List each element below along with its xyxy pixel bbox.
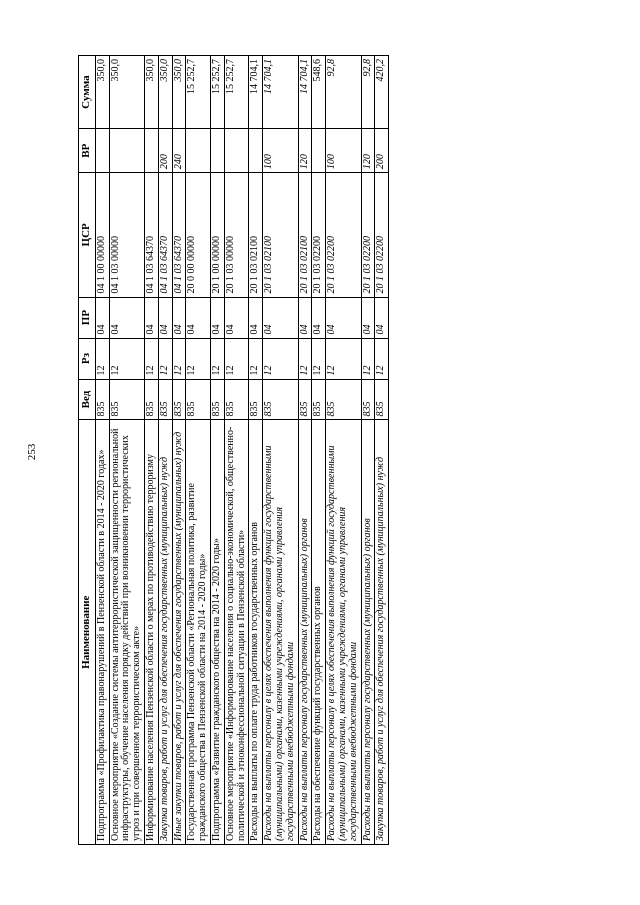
cell-rz: 12 xyxy=(263,338,298,379)
cell-csr: 04 1 03 00000 xyxy=(109,173,144,297)
table-row xyxy=(158,56,172,845)
table-row xyxy=(263,56,298,845)
cell-pr: 04 xyxy=(249,297,263,338)
cell-sum: 14 704,1 xyxy=(249,56,263,129)
cell-sum: 350,0 xyxy=(158,56,172,129)
cell-name: Закупка товаров, работ и услуг для обеспечения государственных (муниципальных) нужд xyxy=(375,420,389,845)
cell-csr: 20 1 03 02200 xyxy=(312,173,326,297)
table-row xyxy=(326,56,361,845)
cell-vea: 835 xyxy=(186,379,211,420)
cell-csr: 20 1 03 02200 xyxy=(375,173,389,297)
table-row xyxy=(109,56,144,845)
cell-pr: 04 xyxy=(298,297,312,338)
cell-rz: 12 xyxy=(298,338,312,379)
cell-sum: 15 252,7 xyxy=(186,56,211,129)
cell-pr: 04 xyxy=(158,297,172,338)
cell-pr: 04 xyxy=(211,297,225,338)
cell-name: Расходы на выплаты персоналу государственных (муниципальных) органов xyxy=(298,420,312,845)
cell-vr xyxy=(312,129,326,173)
cell-sum: 350,0 xyxy=(172,56,186,129)
table-header-row xyxy=(79,56,96,845)
header-vea: Вед xyxy=(79,379,96,420)
header-csr: ЦСР xyxy=(79,173,96,297)
cell-name: Расходы на обеспечение функций государственных органов xyxy=(312,420,326,845)
cell-pr: 04 xyxy=(95,297,109,338)
cell-vea: 835 xyxy=(375,379,389,420)
cell-vea: 835 xyxy=(249,379,263,420)
cell-sum: 92,8 xyxy=(361,56,375,129)
cell-csr: 20 1 03 00000 xyxy=(224,173,249,297)
cell-csr: 20 1 00 00000 xyxy=(211,173,225,297)
cell-pr: 04 xyxy=(361,297,375,338)
cell-vr: 100 xyxy=(326,129,361,173)
cell-vr xyxy=(249,129,263,173)
cell-pr: 04 xyxy=(186,297,211,338)
cell-csr: 20 1 03 02200 xyxy=(361,173,375,297)
header-sum: Сумма xyxy=(79,56,96,129)
header-vr: ВР xyxy=(79,129,96,173)
cell-sum: 14 704,1 xyxy=(298,56,312,129)
table-row xyxy=(298,56,312,845)
cell-vea: 835 xyxy=(263,379,298,420)
budget-table xyxy=(78,55,389,845)
cell-rz: 12 xyxy=(211,338,225,379)
cell-vea: 835 xyxy=(109,379,144,420)
cell-sum: 92,8 xyxy=(326,56,361,129)
header-name: Наименование xyxy=(79,420,96,845)
cell-pr: 04 xyxy=(263,297,298,338)
cell-csr: 20 1 03 02100 xyxy=(249,173,263,297)
cell-pr: 04 xyxy=(312,297,326,338)
cell-vea: 835 xyxy=(224,379,249,420)
cell-rz: 12 xyxy=(361,338,375,379)
cell-sum: 420,2 xyxy=(375,56,389,129)
cell-name: Информирование населения Пензенской области о мерах по противодействию терроризму xyxy=(145,420,159,845)
table-row xyxy=(375,56,389,845)
cell-vr: 100 xyxy=(263,129,298,173)
cell-name: Иные закупки товаров, работ и услуг для обеспечения государственных (муниципальных) нужд xyxy=(172,420,186,845)
cell-name: Подпрограмма «Развитие гражданского общества на 2014 - 2020 годы» xyxy=(211,420,225,845)
cell-csr: 04 1 03 64370 xyxy=(158,173,172,297)
cell-rz: 12 xyxy=(375,338,389,379)
cell-pr: 04 xyxy=(375,297,389,338)
cell-vea: 835 xyxy=(326,379,361,420)
cell-vr xyxy=(95,129,109,173)
cell-vea: 835 xyxy=(312,379,326,420)
cell-vr: 200 xyxy=(158,129,172,173)
cell-name: Расходы на выплаты персоналу в целях обеспечения выполнения функций государственными (муниципальными) органами, казенными учреждениями, органами управления государственными внебюджетными фондами xyxy=(326,420,361,845)
cell-vea: 835 xyxy=(361,379,375,420)
cell-vr: 240 xyxy=(172,129,186,173)
cell-sum: 350,0 xyxy=(109,56,144,129)
header-pr: ПР xyxy=(79,297,96,338)
cell-csr: 04 1 03 64370 xyxy=(172,173,186,297)
cell-rz: 12 xyxy=(172,338,186,379)
cell-rz: 12 xyxy=(326,338,361,379)
cell-sum: 15 252,7 xyxy=(211,56,225,129)
cell-csr: 04 1 03 64370 xyxy=(145,173,159,297)
cell-pr: 04 xyxy=(109,297,144,338)
table-row xyxy=(211,56,225,845)
cell-csr: 04 1 00 00000 xyxy=(95,173,109,297)
cell-vea: 835 xyxy=(95,379,109,420)
cell-csr: 20 1 03 02100 xyxy=(263,173,298,297)
table-row xyxy=(249,56,263,845)
cell-vr: 120 xyxy=(361,129,375,173)
cell-sum: 15 252,7 xyxy=(224,56,249,129)
cell-name: Основное мероприятие «Создание системы антитеррористической защищенности региональной инфраструктуры, обучение населения порядку действий при возникновении террористических угроз и при совершенном террористическом акте» xyxy=(109,420,144,845)
cell-name: Расходы на выплаты персоналу государственных (муниципальных) органов xyxy=(361,420,375,845)
cell-vr xyxy=(211,129,225,173)
cell-csr: 20 1 03 02100 xyxy=(298,173,312,297)
cell-vr xyxy=(145,129,159,173)
cell-vea: 835 xyxy=(298,379,312,420)
cell-rz: 12 xyxy=(145,338,159,379)
cell-sum: 548,6 xyxy=(312,56,326,129)
cell-vea: 835 xyxy=(145,379,159,420)
cell-rz: 12 xyxy=(186,338,211,379)
rotated-table-container xyxy=(78,55,568,845)
table-row xyxy=(145,56,159,845)
cell-rz: 12 xyxy=(95,338,109,379)
cell-pr: 04 xyxy=(172,297,186,338)
cell-name: Расходы на выплаты персоналу в целях обеспечения выполнения функций государственными (муниципальными) органами, казенными учреждениями, органами управления государственными внебюджетными фондами xyxy=(263,420,298,845)
cell-name: Закупка товаров, работ и услуг для обеспечения государственных (муниципальных) нужд xyxy=(158,420,172,845)
table-row xyxy=(172,56,186,845)
cell-sum: 14 704,1 xyxy=(263,56,298,129)
cell-vr: 120 xyxy=(298,129,312,173)
cell-vr xyxy=(186,129,211,173)
cell-vea: 835 xyxy=(172,379,186,420)
table-row xyxy=(224,56,249,845)
table-row xyxy=(312,56,326,845)
table-row xyxy=(361,56,375,845)
cell-name: Государственная программа Пензенской области «Региональная политика, развитие гражданского общества в Пензенской области на 2014 - 2020 годы» xyxy=(186,420,211,845)
cell-name: Подпрограмма «Профилактика правонарушений в Пензенской области в 2014 - 2020 годах» xyxy=(95,420,109,845)
cell-vea: 835 xyxy=(158,379,172,420)
cell-name: Расходы на выплаты по оплате труда работников государственных органов xyxy=(249,420,263,845)
cell-vea: 835 xyxy=(211,379,225,420)
page-number: 253 xyxy=(26,443,38,461)
table-row xyxy=(95,56,109,845)
cell-vr xyxy=(109,129,144,173)
cell-pr: 04 xyxy=(145,297,159,338)
cell-rz: 12 xyxy=(312,338,326,379)
cell-rz: 12 xyxy=(109,338,144,379)
cell-vr xyxy=(224,129,249,173)
cell-csr: 20 1 03 02200 xyxy=(326,173,361,297)
table-row xyxy=(186,56,211,845)
header-rz: Рз xyxy=(79,338,96,379)
cell-rz: 12 xyxy=(249,338,263,379)
cell-sum: 350,0 xyxy=(95,56,109,129)
cell-pr: 04 xyxy=(224,297,249,338)
cell-vr: 200 xyxy=(375,129,389,173)
cell-rz: 12 xyxy=(224,338,249,379)
table-body xyxy=(95,56,388,845)
cell-pr: 04 xyxy=(326,297,361,338)
cell-sum: 350,0 xyxy=(145,56,159,129)
cell-name: Основное мероприятие «Информирование населения о социально-экономической, общественно-политической и этноконфессиональной ситуации в Пензенской области» xyxy=(224,420,249,845)
cell-rz: 12 xyxy=(158,338,172,379)
cell-csr: 20 0 00 00000 xyxy=(186,173,211,297)
